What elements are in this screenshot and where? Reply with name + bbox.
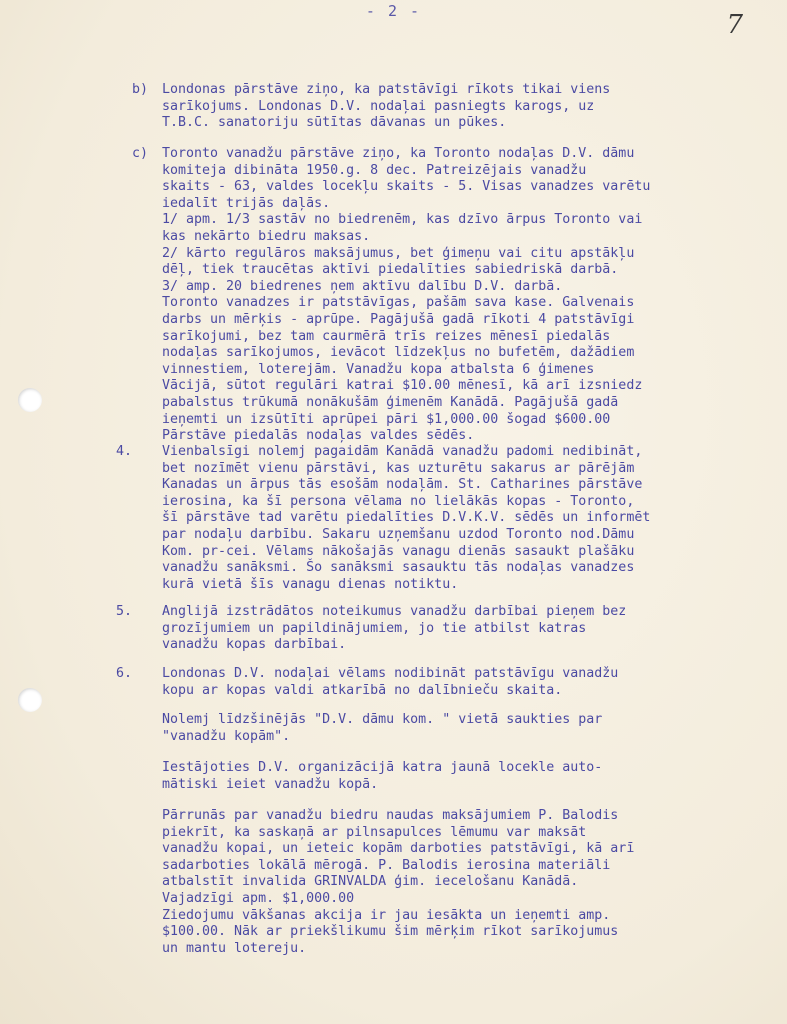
text-line: Vienbalsīgi nolemj pagaidām Kanādā vanadžu padomi nedibināt, bbox=[162, 444, 643, 459]
text-line: Londonas D.V. nodaļai vēlams nodibināt patstāvīgu vanadžu bbox=[162, 666, 619, 681]
section-c-text bbox=[162, 146, 650, 445]
text-line: Iestājoties D.V. organizācijā katra jaunā locekle auto- bbox=[162, 760, 603, 775]
text-line: Kanadas un ārpus tās esošām nodaļām. St. Catharines pārstāve bbox=[162, 477, 643, 493]
text-line: bet nozīmēt vienu pārstāvi, kas uzturētu sakarus ar pārējām bbox=[162, 460, 635, 476]
punch-hole-icon bbox=[18, 388, 42, 412]
section-4-text bbox=[162, 444, 650, 593]
text-line: Ziedojumu vākšanas akcija ir jau iesākta un ieņemti amp. bbox=[162, 907, 611, 923]
text-line: Vajadzīgi apm. $1,000.00 bbox=[162, 890, 355, 906]
text-line: vanadžu sanāksmi. Šo sanāksmi sasauktu tās nodaļas vanadzes bbox=[162, 560, 635, 576]
page-number-marker: - 2 - bbox=[365, 2, 422, 20]
section-6-text bbox=[162, 666, 618, 699]
text-line: vanadžu kopai, un ieteic kopām darboties patstāvīgi, kā arī bbox=[162, 841, 635, 857]
text-line: ieņemti un izsūtīti aprūpei pāri $1,000.00 šogad $600.00 bbox=[162, 411, 611, 427]
text-line: "vanadžu kopām". bbox=[162, 728, 291, 744]
text-line: vanadžu kopas darbībai. bbox=[162, 637, 347, 653]
text-line: kas nekārto biedru maksas. bbox=[162, 228, 371, 244]
text-line: Kom. pr-cei. Vēlams nākošajās vanagu dienās sasaukt plašāku bbox=[162, 543, 635, 559]
section-marker-6: 6. bbox=[116, 666, 133, 681]
text-line: Toronto vanadzes ir patstāvīgas, pašām sava kase. Galvenais bbox=[162, 295, 635, 311]
text-line: Londonas pārstāve ziņo, ka patstāvīgi rīkots tikai viens bbox=[162, 82, 611, 97]
text-line: sadarboties lokālā mērogā. P. Balodis ierosina materiāli bbox=[162, 857, 611, 873]
section-6-paragraph-kopas bbox=[162, 712, 602, 745]
text-line: nodaļas sarīkojumos, ievācot līdzekļus no bufetēm, dažādiem bbox=[162, 345, 635, 361]
text-line: 2/ kārto regulāros maksājumus, bet ģimeņu vai citu apstākļu bbox=[162, 245, 635, 261]
text-line: pabalstus trūkumā nonākušām ģimenēm Kanādā. Pagājušā gadā bbox=[162, 394, 619, 410]
text-line: Pārrunās par vanadžu biedru naudas maksājumiem P. Balodis bbox=[162, 808, 619, 823]
text-line: Toronto vanadžu pārstāve ziņo, ka Toronto nodaļas D.V. dāmu bbox=[162, 146, 635, 161]
text-line: sarīkojumi, bez tam caurmērā trīs reizes mēnesī piedalās bbox=[162, 328, 611, 344]
text-line: sarīkojums. Londonas D.V. nodaļai pasniegts karogs, uz bbox=[162, 98, 595, 114]
text-line: kurā vietā šīs vanagu dienas notiktu. bbox=[162, 576, 459, 592]
text-line: piekrīt, ka saskaņā ar pilnsapulces lēmumu var maksāt bbox=[162, 824, 587, 840]
text-line: T.B.C. sanatoriju sūtītas dāvanas un pūkes. bbox=[162, 115, 507, 131]
text-line: Vācijā, sūtot regulāri katrai $10.00 mēnesī, kā arī izsniedz bbox=[162, 378, 643, 394]
text-line: skaits - 63, valdes locekļu skaits - 5. Visas vanadzes varētu bbox=[162, 179, 651, 195]
section-5-text bbox=[162, 604, 626, 654]
section-marker-5: 5. bbox=[116, 604, 133, 619]
text-line: dēļ, tiek traucētas aktīvi piedalīties sabiedriskā darbā. bbox=[162, 262, 619, 278]
text-line: vinnestiem, loterejām. Vanadžu kopa atbalsta 6 ģimenes bbox=[162, 361, 595, 377]
text-line: 3/ amp. 20 biedrenes ņem aktīvu dalību D.V. darbā. bbox=[162, 278, 563, 294]
text-line: iedalīt trijās daļās. bbox=[162, 195, 331, 211]
section-6-paragraph-membership bbox=[162, 760, 602, 793]
text-line: kopu ar kopas valdi atkarībā no dalībnieču skaita. bbox=[162, 682, 563, 698]
section-marker-b: b) bbox=[132, 82, 149, 97]
text-line: par nodaļu darbību. Sakaru uzņemšanu uzdod Toronto nod.Dāmu bbox=[162, 526, 635, 542]
text-line: mātiski ieiet vanadžu kopā. bbox=[162, 776, 379, 792]
section-marker-4: 4. bbox=[116, 444, 133, 459]
handwritten-folio-number: 7 bbox=[726, 10, 743, 40]
section-6-paragraph-dues bbox=[162, 808, 634, 957]
text-line: un mantu lotereju. bbox=[162, 940, 307, 956]
punch-hole-icon bbox=[18, 688, 42, 712]
text-line: šī pārstāve tad varētu piedalīties D.V.K.V. sēdēs un informēt bbox=[162, 510, 651, 526]
text-line: Pārstāve piedalās nodaļas valdes sēdēs. bbox=[162, 428, 475, 444]
text-line: darbs un mērķis - aprūpe. Pagājušā gadā rīkoti 4 patstāvīgi bbox=[162, 311, 635, 327]
section-marker-c: c) bbox=[132, 146, 149, 161]
text-line: $100.00. Nāk ar priekšlikumu šim mērķim rīkot sarīkojumus bbox=[162, 924, 619, 940]
text-line: atbalstīt invalida GRINVALDA ģim. iecelošanu Kanādā. bbox=[162, 874, 579, 890]
section-b-text bbox=[162, 82, 610, 132]
text-line: ierosina, ka šī persona vēlama no lielākās kopas - Toronto, bbox=[162, 493, 635, 509]
text-line: Nolemj līdzšinējās "D.V. dāmu kom. " vietā saukties par bbox=[162, 712, 603, 727]
text-line: Anglijā izstrādātos noteikumus vanadžu darbībai pieņem bez bbox=[162, 604, 627, 619]
text-line: 1/ apm. 1/3 sastāv no biedrenēm, kas dzīvo ārpus Toronto vai bbox=[162, 212, 643, 228]
text-line: komiteja dibināta 1950.g. 8 dec. Patreizējais vanadžu bbox=[162, 162, 587, 178]
text-line: grozījumiem un papildinājumiem, jo tie atbilst katras bbox=[162, 620, 587, 636]
